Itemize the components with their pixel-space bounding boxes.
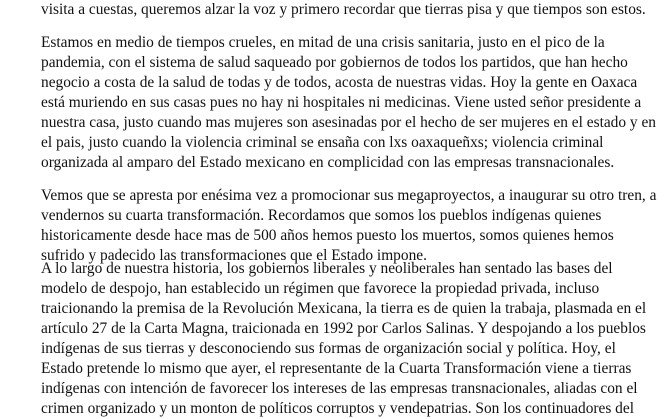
text-line: crimen organizado y un monton de políticos corruptos y vendepatrias. Son los continuadores del xyxy=(41,400,634,417)
text-line: Estamos en medio de tiempos crueles, en mitad de una crisis sanitaria, justo en el pico de la xyxy=(41,34,605,51)
text-line: negocio a costa de la salud de todas y de todos, acosta de nuestras vidas. Hoy la gente en Oaxaca xyxy=(41,74,638,91)
text-line: pandemia, con el sistema de salud saqueado por gobiernos de todos los partidos, que han hecho xyxy=(41,54,628,71)
text-line: historicamente desde hace mas de 500 años hemos puesto los muertos, somos quienes hemos xyxy=(41,227,614,244)
text-line: Estado pretende lo mismo que ayer, el representante de la Cuarta Transformación viene a tierras xyxy=(41,360,632,377)
text-line: indígenas con intención de favorecer los intereses de las empresas transnacionales, aliadas con el xyxy=(41,380,638,397)
text-line: vendernos su cuarta transformación. Recordamos que somos los pueblos indígenas quienes xyxy=(41,207,602,224)
text-line: A lo largo de nuestra historia, los gobiernos liberales y neoliberales han sentado las bases del xyxy=(41,260,613,277)
text-line: organizada al amparo del Estado mexicano en complicidad con las empresas transnacionales. xyxy=(41,154,615,171)
text-line: artículo 27 de la Carta Magna, traicionada en 1992 por Carlos Salinas. Y despojando a los pueblos xyxy=(41,320,646,337)
text-line: está muriendo en sus casas pues no hay ni hospitales ni medicinas. Viene usted señor presidente a xyxy=(41,94,642,111)
text-line: Vemos que se apresta por enésima vez a promocionar sus megaproyectos, a inaugurar su otro tren, a xyxy=(41,187,657,204)
text-line: nuestra casa, justo cuando mas mujeres son asesinadas por el hecho de ser mujeres en el estado y en xyxy=(41,114,656,131)
text-line: modelo de despojo, han establecido un régimen que favorece la propiedad privada, incluso xyxy=(41,280,600,297)
text-line: el pais, justo cuando la violencia criminal se ensaña con lxs oaxaqueñxs; violencia criminal xyxy=(41,134,604,151)
text-line: indígenas de sus tierras y desconociendo sus formas de organización social y política. Hoy, el xyxy=(41,340,616,357)
text-line: traicionando la premisa de la Revolución Mexicana, la tierra es de quien la trabaja, plasmada en el xyxy=(41,300,647,317)
text-line: visita a cuestas, queremos alzar la voz y primero recordar que tierras pisa y que tiempos son estos. xyxy=(41,1,646,18)
text-line: sufrido y padecido las transformaciones que el Estado impone. xyxy=(41,247,427,264)
